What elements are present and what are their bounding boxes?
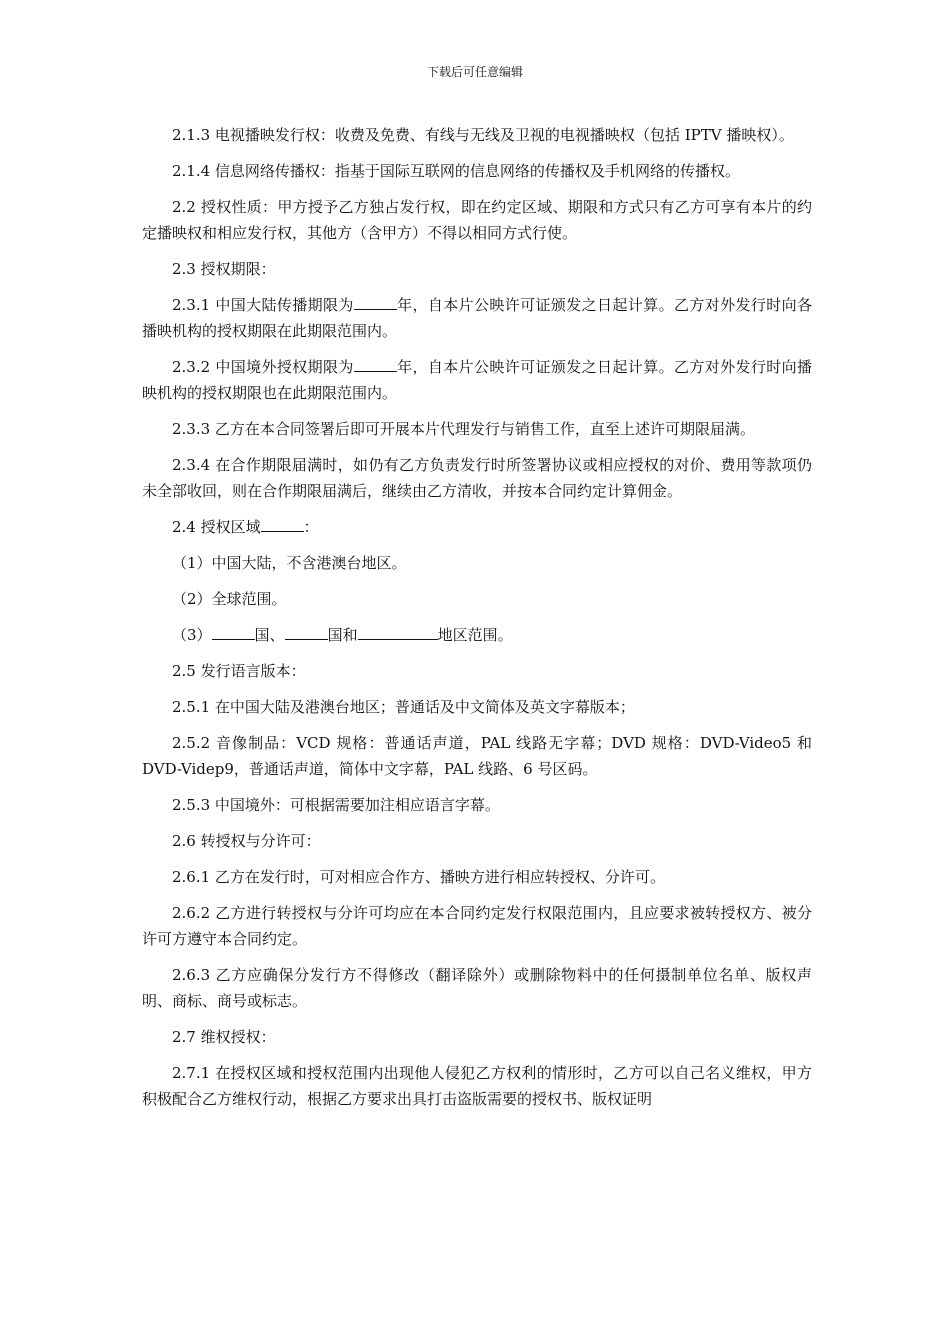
clause-2-6-2: 2.6.2 乙方进行转授权与分许可均应在本合同约定发行权限范围内，且应要求被转授权方、被分许可方遵守本合同约定。 bbox=[142, 904, 812, 948]
clause-2-3: 2.3 授权期限： bbox=[172, 260, 276, 278]
clause-2-7: 2.7 维权授权： bbox=[172, 1028, 276, 1046]
option-1: （1）中国大陆，不含港澳台地区。 bbox=[172, 554, 407, 572]
document-body bbox=[142, 122, 812, 1122]
clause-2-2: 2.2 授权性质：甲方授予乙方独占发行权，即在约定区域、期限和方式只有乙方可享有本片的约定播映权和相应发行权，其他方（含甲方）不得以相同方式行使。 bbox=[142, 198, 812, 242]
blank-field bbox=[354, 355, 397, 372]
clause-text: 2.3.1 中国大陆传播期限为 bbox=[172, 296, 354, 314]
clause-2-3-1 bbox=[142, 292, 812, 344]
blank-field bbox=[358, 623, 438, 640]
clause-2-1-4: 2.1.4 信息网络传播权：指基于国际互联网的信息网络的传播权及手机网络的传播权。 bbox=[172, 162, 740, 180]
blank-field bbox=[212, 623, 255, 640]
clause-text: 国和 bbox=[327, 626, 358, 644]
clause-2-6-3: 2.6.3 乙方应确保分发行方不得修改（翻译除外）或删除物料中的任何摄制单位名单、版权声明、商标、商号或标志。 bbox=[142, 966, 812, 1010]
clause-text: 国、 bbox=[254, 626, 285, 644]
clause-2-6: 2.6 转授权与分许可： bbox=[172, 832, 321, 850]
clause-text: 2.3.2 中国境外授权期限为 bbox=[172, 358, 354, 376]
clause-2-3-2 bbox=[142, 354, 812, 406]
clause-2-6-1: 2.6.1 乙方在发行时，可对相应合作方、播映方进行相应转授权、分许可。 bbox=[172, 868, 665, 886]
clause-2-5-3: 2.5.3 中国境外：可根据需要加注相应语言字幕。 bbox=[172, 796, 500, 814]
clause-text: 地区范围。 bbox=[437, 626, 513, 644]
clause-text: 年，自本片公映许可证颁发之日起计算。乙方对外发行时向各播映机构的授权期限在此期限范围内。 bbox=[142, 296, 812, 340]
clause-text: 年，自本片公映许可证颁发之日起计算。乙方对外发行时向播映机构的授权期限也在此期限范围内。 bbox=[142, 358, 812, 402]
blank-field bbox=[285, 623, 328, 640]
clause-2-5-1: 2.5.1 在中国大陆及港澳台地区；普通话及中文简体及英文字幕版本； bbox=[172, 698, 635, 716]
clause-2-1-3: 2.1.3 电视播映发行权：收费及免费、有线与无线及卫视的电视播映权（包括 IPTV 播映权）。 bbox=[172, 126, 794, 144]
clause-text: （3） bbox=[172, 626, 212, 644]
clause-2-4 bbox=[142, 514, 812, 540]
blank-field bbox=[354, 293, 397, 310]
clause-2-5-2: 2.5.2 音像制品：VCD 规格：普通话声道，PAL 线路无字幕；DVD 规格：DVD-Video5 和 DVD-Videp9，普通话声道，简体中文字幕，PAL 线路、6 号区码。 bbox=[142, 734, 812, 778]
clause-2-3-4: 2.3.4 在合作期限届满时，如仍有乙方负责发行时所签署协议或相应授权的对价、费用等款项仍未全部收回，则在合作期限届满后，继续由乙方清收，并按本合同约定计算佣金。 bbox=[142, 456, 812, 500]
clause-2-7-1: 2.7.1 在授权区域和授权范围内出现他人侵犯乙方权利的情形时，乙方可以自己名义维权，甲方积极配合乙方维权行动，根据乙方要求出具打击盗版需要的授权书、版权证明 bbox=[142, 1064, 812, 1108]
clause-2-5: 2.5 发行语言版本： bbox=[172, 662, 306, 680]
page-header: 下载后可任意编辑 bbox=[426, 65, 523, 79]
option-3 bbox=[142, 622, 812, 648]
blank-field bbox=[261, 515, 304, 532]
clause-text: 2.4 授权区域 bbox=[172, 518, 261, 536]
clause-text: ： bbox=[303, 518, 319, 536]
clause-2-3-3: 2.3.3 乙方在本合同签署后即可开展本片代理发行与销售工作，直至上述许可期限届满。 bbox=[172, 420, 755, 438]
option-2: （2）全球范围。 bbox=[172, 590, 287, 608]
